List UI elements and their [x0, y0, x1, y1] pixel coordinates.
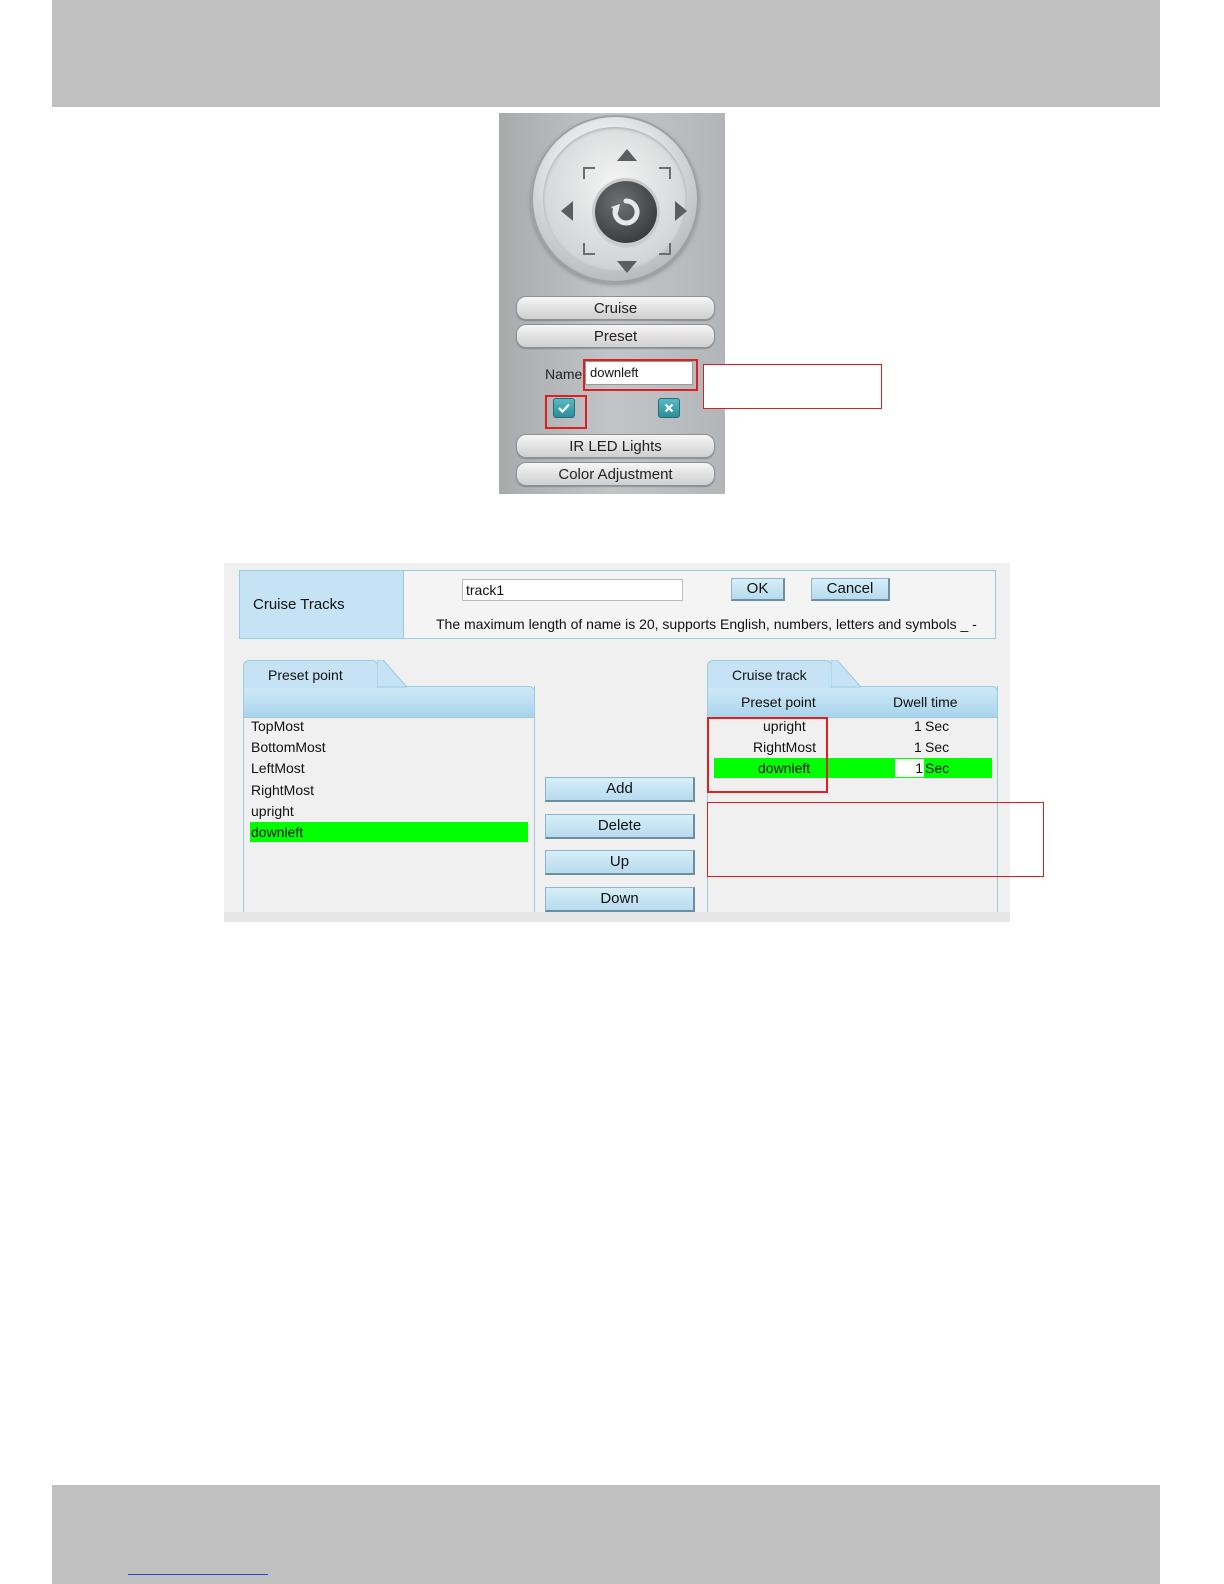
- ok-button[interactable]: OK: [731, 578, 785, 601]
- preset-point-list[interactable]: [243, 686, 535, 922]
- list-item[interactable]: RightMost: [251, 782, 315, 798]
- track-row-point[interactable]: upright: [763, 718, 806, 734]
- delete-button[interactable]: Delete: [545, 814, 695, 839]
- add-button[interactable]: Add: [545, 777, 695, 802]
- list-item[interactable]: upright: [251, 803, 294, 819]
- cancel-button[interactable]: Cancel: [811, 578, 890, 601]
- page-footer-band: [52, 1485, 1160, 1584]
- ptz-control-panel: [499, 113, 725, 494]
- arrow-down-left-icon[interactable]: [583, 243, 595, 255]
- track-row-point: downleft: [758, 760, 811, 776]
- page-header-band: [52, 0, 1160, 107]
- list-item[interactable]: LeftMost: [251, 760, 305, 776]
- track-row-unit: Sec: [925, 760, 950, 776]
- tab-preset-point[interactable]: Preset point: [243, 660, 378, 688]
- track-row-dwell: 1: [914, 718, 922, 734]
- arrow-up-right-icon[interactable]: [659, 167, 671, 179]
- reset-center-button[interactable]: [595, 181, 657, 243]
- up-button[interactable]: Up: [545, 850, 695, 875]
- check-icon: [557, 402, 571, 414]
- column-preset-point: Preset point: [741, 694, 816, 710]
- preset-list-header: [243, 686, 535, 718]
- arrow-up-left-icon[interactable]: [583, 167, 595, 179]
- preset-name-input[interactable]: downleft: [585, 361, 693, 385]
- cruise-tracks-header: [239, 570, 996, 639]
- arrow-left-icon[interactable]: [561, 201, 573, 221]
- annotation-callout-box: [703, 364, 882, 409]
- cruise-button[interactable]: Cruise: [516, 296, 715, 320]
- track-row-unit: Sec: [925, 718, 950, 734]
- ptz-direction-dial[interactable]: [531, 115, 699, 283]
- column-dwell-time: Dwell time: [893, 694, 958, 710]
- footer-link-underline[interactable]: [128, 1574, 268, 1575]
- close-icon: [663, 402, 675, 414]
- list-item-label: downleft: [251, 824, 304, 840]
- annotation-callout-box: [707, 802, 1044, 877]
- track-name-input[interactable]: track1: [462, 579, 683, 601]
- arrow-up-icon[interactable]: [617, 149, 637, 161]
- arrow-right-icon[interactable]: [675, 201, 687, 221]
- cruise-tracks-label: Cruise Tracks: [240, 571, 404, 638]
- track-row-dwell: 1: [914, 739, 922, 755]
- reset-rotate-icon: [608, 194, 644, 230]
- list-item[interactable]: TopMost: [251, 718, 304, 734]
- selected-list-item[interactable]: [250, 822, 528, 842]
- list-item[interactable]: BottomMost: [251, 739, 326, 755]
- ir-led-lights-button[interactable]: IR LED Lights: [516, 434, 715, 458]
- confirm-preset-button[interactable]: [553, 398, 575, 418]
- track-name-hint: The maximum length of name is 20, supports English, numbers, letters and symbols _ -: [436, 616, 977, 632]
- arrow-down-right-icon[interactable]: [659, 243, 671, 255]
- preset-name-label: Name: [545, 366, 583, 382]
- cancel-preset-button[interactable]: [658, 398, 680, 418]
- track-row-point[interactable]: RightMost: [753, 739, 817, 755]
- color-adjustment-button[interactable]: Color Adjustment: [516, 462, 715, 486]
- panel-bottom-strip: [224, 912, 1010, 922]
- cruise-track-header: [707, 686, 998, 718]
- tab-cruise-track-slope: [831, 660, 861, 688]
- arrow-down-icon[interactable]: [617, 261, 637, 273]
- tab-preset-point-slope: [377, 660, 407, 688]
- selected-track-row[interactable]: [714, 758, 992, 778]
- dwell-time-value: 1: [915, 760, 923, 776]
- preset-button[interactable]: Preset: [516, 324, 715, 348]
- track-row-unit: Sec: [925, 739, 950, 755]
- dwell-time-input[interactable]: [895, 759, 924, 777]
- down-button[interactable]: Down: [545, 887, 695, 912]
- dial-ring: [543, 127, 687, 271]
- tab-cruise-track[interactable]: Cruise track: [707, 660, 832, 688]
